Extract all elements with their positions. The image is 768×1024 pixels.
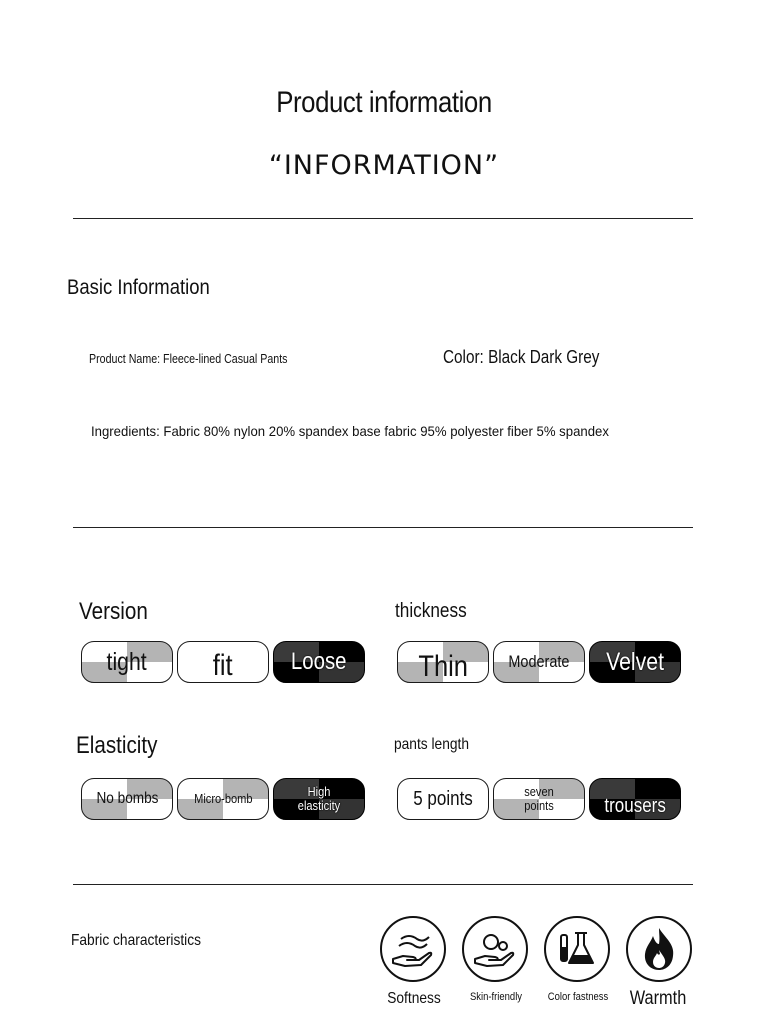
basic-info-heading: Basic Information — [67, 276, 210, 299]
page-title: Product information — [276, 86, 492, 119]
flame-icon — [626, 916, 692, 982]
elasticity-option-high-elasticity: High elasticity — [273, 778, 365, 820]
color-fastness-label: Color fastness — [547, 991, 609, 1003]
thickness-options — [397, 641, 681, 683]
pants-length-option-5-points: 5 points — [397, 778, 489, 820]
version-options — [81, 641, 365, 683]
divider — [73, 218, 693, 219]
thickness-heading: thickness — [395, 600, 467, 622]
skin-friendly-hand-icon — [462, 916, 528, 982]
fabric-heading: Fabric characteristics — [71, 932, 201, 949]
product-name: Product Name: Fleece-lined Casual Pants — [89, 351, 288, 366]
pants-length-option-trousers: trousers — [589, 778, 681, 820]
pants-length-option-seven-points: seven points — [493, 778, 585, 820]
elasticity-heading: Elasticity — [76, 732, 158, 759]
divider — [73, 527, 693, 528]
product-color: Color: Black Dark Grey — [443, 347, 600, 367]
elasticity-option-no-bombs: No bombs — [81, 778, 173, 820]
divider — [73, 884, 693, 885]
thickness-option-thin: Thin — [397, 641, 489, 683]
pants-length-options — [397, 778, 681, 820]
flask-icon — [544, 916, 610, 982]
page-subtitle: “INFORMATION” — [268, 150, 500, 181]
pants-length-heading: pants length — [394, 736, 469, 753]
elasticity-options — [81, 778, 365, 820]
version-option-loose: Loose — [273, 641, 365, 683]
version-option-tight: tight — [81, 641, 173, 683]
warmth-label: Warmth — [629, 988, 687, 1009]
softness-label: Softness — [387, 990, 441, 1007]
version-heading: Version — [79, 598, 148, 625]
version-option-fit: fit — [177, 641, 269, 683]
elasticity-option-micro-bomb: Micro-bomb — [177, 778, 269, 820]
thickness-option-moderate: Moderate — [493, 641, 585, 683]
thickness-option-velvet: Velvet — [589, 641, 681, 683]
skin-friendly-label: Skin-friendly — [469, 991, 523, 1003]
product-ingredients: Ingredients: Fabric 80% nylon 20% spandex base fabric 95% polyester fiber 5% spandex — [91, 423, 609, 439]
softness-hand-icon — [380, 916, 446, 982]
